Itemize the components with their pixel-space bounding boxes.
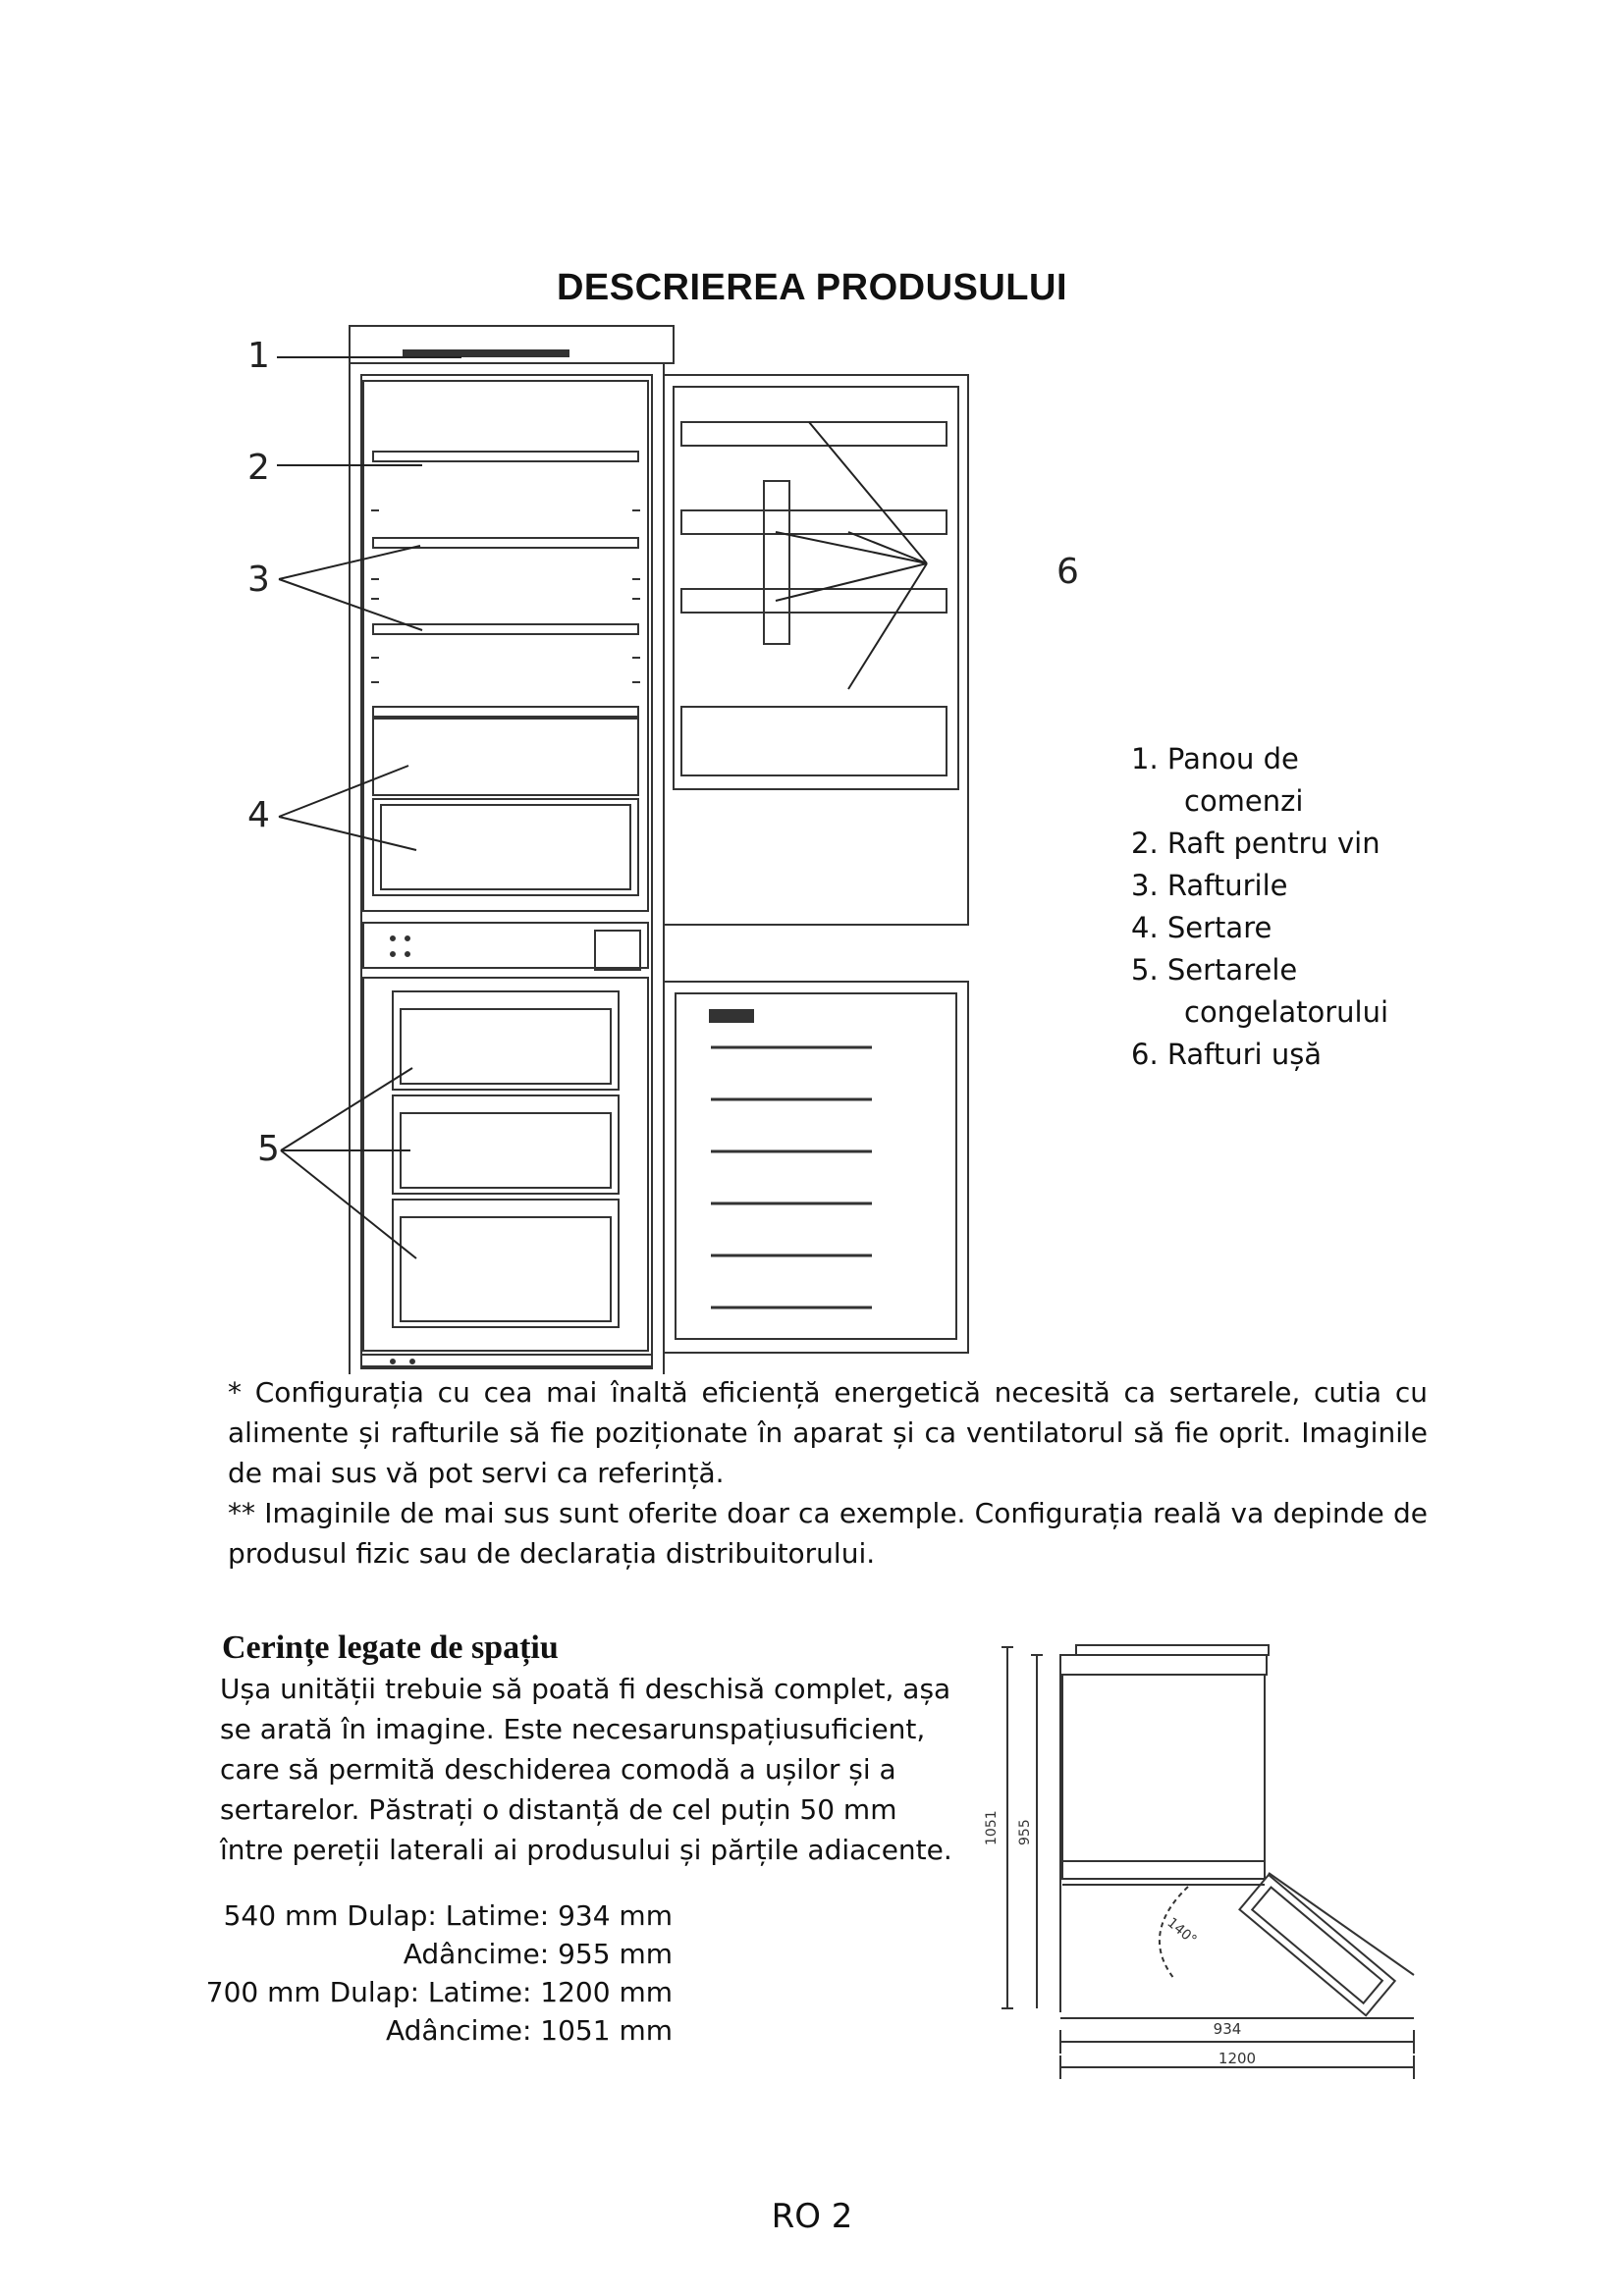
callout-5: 5 [257,1129,280,1169]
callout-6: 6 [1056,552,1079,592]
text-line: Ușa unității trebuie să poată fi deschisă complet, așa [220,1673,951,1705]
note-efficiency: * Configurația cu cea mai înaltă eficiență energetică necesită ca sertarele, cutia cu alimente și rafturile să fie poziționate în aparat și ca ventilatorul să fie oprit. Imaginile de mai sus vă pot servi ca referință. [228,1376,1428,1489]
fridge-diagram [226,314,1011,1374]
text-line: între pereții laterali ai produsului și părțile adiacente. [220,1834,952,1866]
text-line: se arată în imagine. Este necesarunspațiusuficient, [220,1713,926,1745]
space-drawing [982,1629,1434,2091]
dim-row: 700 mm Dulap: Latime: 1200 mm [205,1976,673,2008]
angle-label: 140° [1164,1914,1200,1949]
page-title: DESCRIEREA PRODUSULUI [556,267,1068,308]
dim-row: 540 mm Dulap: Latime: 934 mm [223,1899,673,1932]
page-number: RO 2 [771,2197,853,2236]
parts-legend [1131,738,1388,1076]
legend-item-cont: congelatorului [1184,995,1389,1029]
crisper-drawers-part [373,719,638,895]
text-line: care să permită deschiderea comodă a ușilor și a [220,1753,896,1786]
legend-item: 2. Raft pentru vin [1131,827,1380,860]
door-shelves-part [681,422,947,775]
dim-row: Adâncime: 1051 mm [385,2014,673,2047]
width-outer-label: 1200 [1218,2050,1257,2067]
height-inner-label: 955 [1017,1819,1033,1845]
legend-item-cont: comenzi [1184,784,1304,818]
door-rack-part [764,481,789,644]
callout-3: 3 [247,560,270,600]
legend-item: 6. Rafturi ușă [1131,1038,1323,1071]
callout-2: 2 [247,448,270,488]
space-requirements-text [220,1669,966,1870]
callout-4: 4 [247,795,270,835]
width-inner-label: 934 [1213,2020,1242,2038]
legend-item: 1. Panou de [1131,742,1299,775]
callout-1: 1 [247,336,270,376]
note-examples: ** Imaginile de mai sus sunt oferite doar ca exemple. Configurația reală va depinde de produsul fizic sau de declarația distribuitorului. [228,1497,1428,1570]
legend-item: 4. Sertare [1131,911,1272,944]
height-outer-label: 1051 [984,1810,1000,1845]
text-line: sertarelor. Păstrați o distanță de cel puțin 50 mm [220,1793,897,1826]
space-requirements-title: Cerințe legate de spațiu [222,1629,559,1666]
freezer-drawers-part [393,991,619,1327]
cabinet-dimensions [196,1896,673,2050]
dim-row: Adâncime: 955 mm [403,1938,673,1970]
wine-rack-part [373,452,638,461]
legend-item: 5. Sertarele [1131,953,1298,987]
notes [228,1372,1428,1574]
legend-item: 3. Rafturile [1131,869,1288,902]
